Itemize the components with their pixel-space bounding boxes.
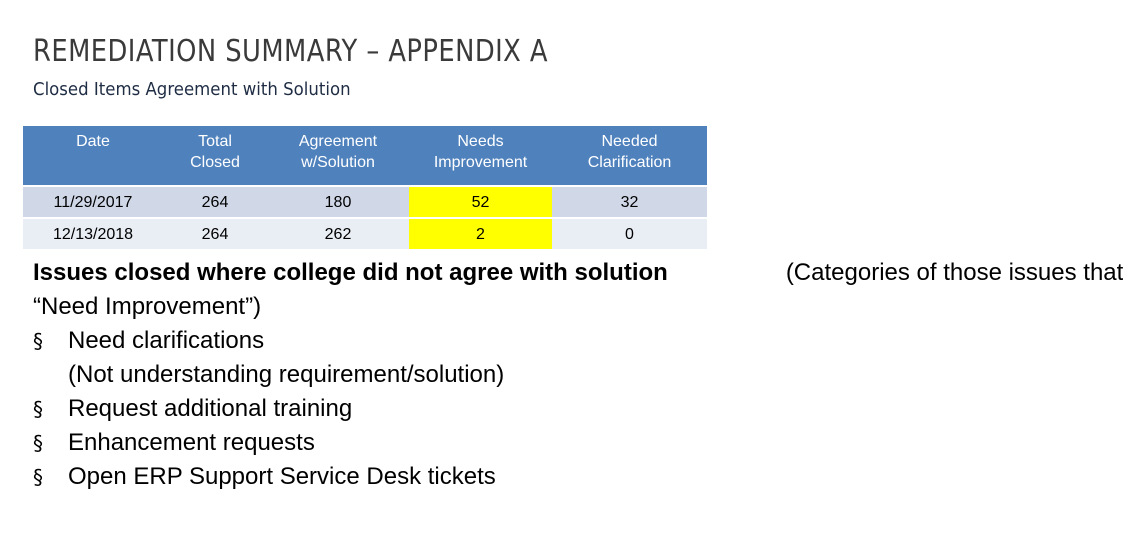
cell-date: 11/29/2017 [23,186,163,218]
bullet-subtext: (Not understanding requirement/solution) [68,361,505,388]
header-date: Date [23,126,163,186]
bullet-icon: § [33,397,43,421]
header-needs-improvement: Needs Improvement [409,126,552,186]
bullet-text: Need clarifications [68,327,265,354]
slide-subtitle: Closed Items Agreement with Solution [33,79,351,100]
table-row [23,218,707,249]
cell-total-closed: 264 [163,218,267,249]
bullet-text: Enhancement requests [68,429,315,456]
table-header-row [23,126,707,186]
bold-statement: Issues closed where college did not agree with solution [33,259,668,286]
cell-date: 12/13/2018 [23,218,163,249]
bullet-item [33,460,713,494]
slide-title: REMEDIATION SUMMARY – APPENDIX A [33,34,548,69]
paren-note-b: “Need Improvement”) [33,293,262,320]
bullet-item [33,392,713,426]
table-row [23,186,707,218]
cell-needed-clarification: 0 [552,218,707,249]
summary-table [23,126,707,249]
cell-total-closed: 264 [163,186,267,218]
cell-agreement: 180 [267,186,409,218]
header-agreement: Agreement w/Solution [267,126,409,186]
cell-needed-clarification: 32 [552,186,707,218]
cell-needs-improvement: 52 [409,186,552,218]
bullet-icon: § [33,431,43,455]
body-text [33,256,1123,494]
cell-agreement: 262 [267,218,409,249]
bullet-item [33,426,713,460]
bullet-icon: § [33,329,43,353]
header-total-closed: Total Closed [163,126,267,186]
bullet-item [33,324,713,358]
body-paragraph [33,256,1123,290]
bullet-text: Request additional training [68,395,353,422]
bullet-text: Open ERP Support Service Desk tickets [68,463,496,490]
cell-needs-improvement: 2 [409,218,552,249]
bullet-icon: § [33,465,43,489]
paren-note-a: (Categories of those issues that [785,259,1123,286]
header-needed-clarification: Needed Clarification [552,126,707,186]
